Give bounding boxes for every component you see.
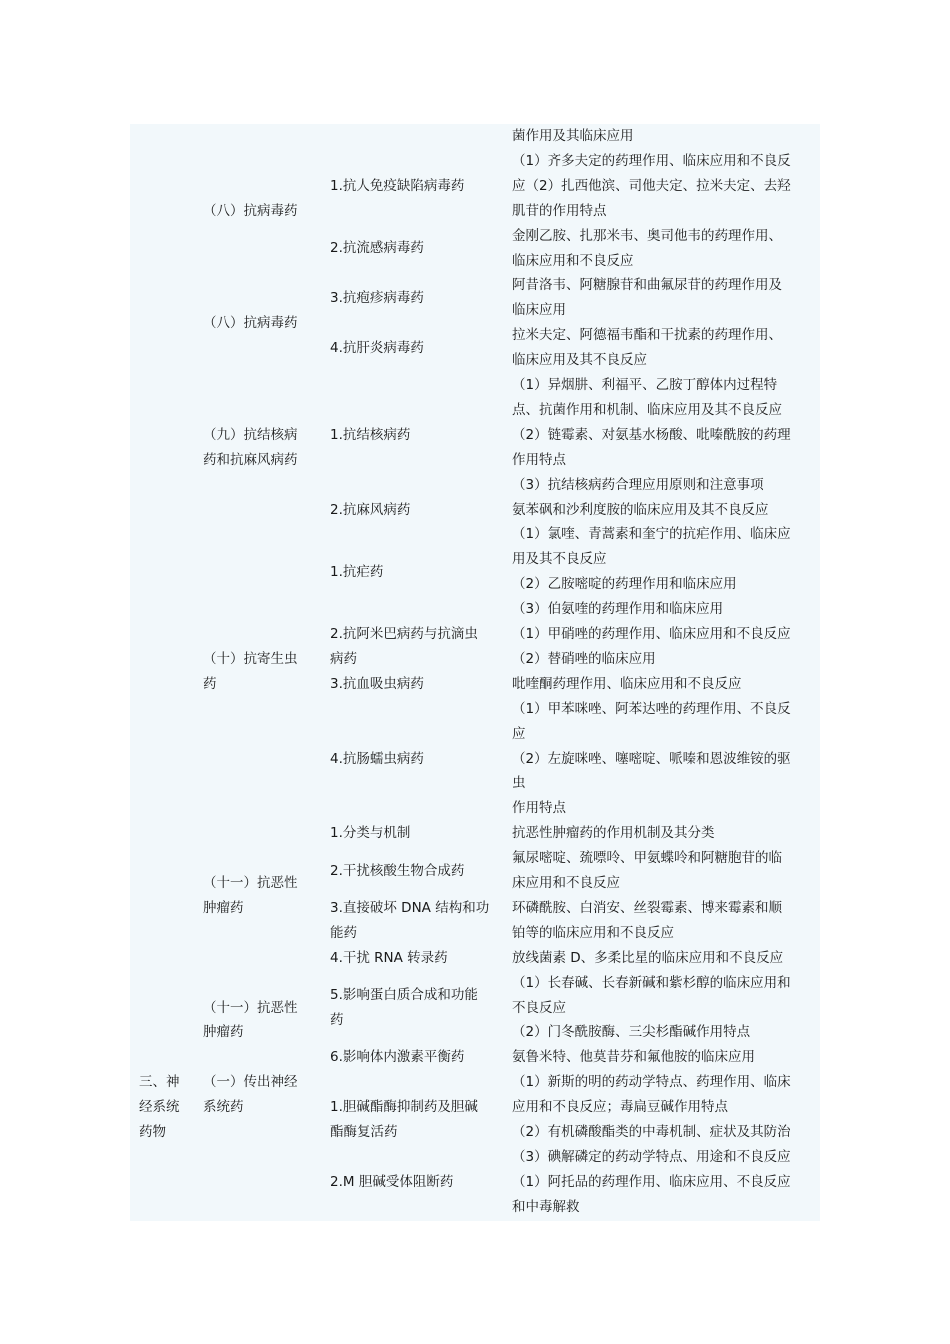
content-cell: （1）齐多夫定的药理作用、临床应用和不良反 <box>512 152 791 169</box>
content-cell: 氨鲁米特、他莫昔芬和氟他胺的临床应用 <box>512 1049 755 1066</box>
content-cell: （2）左旋咪唑、噻嘧啶、哌嗪和恩波维铵的驱 <box>512 750 791 767</box>
drug-class-cell: 能药 <box>330 924 357 941</box>
content-cell: 不良反应 <box>512 999 566 1016</box>
drug-class-cell: 病药 <box>330 650 357 667</box>
drug-class-cell: 2.抗阿米巴病药与抗滴虫 <box>330 626 478 642</box>
drug-class-cell: 4.抗肝炎病毒药 <box>330 339 424 356</box>
content-cell: 用及其不良反应 <box>512 551 607 568</box>
drug-class-cell: 1.抗疟药 <box>330 563 384 580</box>
content-cell: 虫 <box>512 775 526 792</box>
drug-class-cell: 1.抗人免疫缺陷病毒药 <box>330 177 465 194</box>
content-cell: （2）有机磷酸酯类的中毒机制、症状及其防治 <box>512 1124 791 1140</box>
drug-class-cell: 1.抗结核病药 <box>330 426 411 443</box>
content-cell: （1）氯喹、青蒿素和奎宁的抗疟作用、临床应 <box>512 526 791 543</box>
content-cell: 临床应用和不良反应 <box>512 252 634 269</box>
category-cell: 药和抗麻风病药 <box>203 451 298 468</box>
content-cell: （2）替硝唑的临床应用 <box>512 650 656 667</box>
content-cell: （1）异烟肼、利福平、乙胺丁醇体内过程特 <box>512 377 778 393</box>
content-cell: 点、抗菌作用和机制、临床应用及其不良反应 <box>512 401 782 418</box>
drug-class-cell: 4.干扰 RNA 转录药 <box>330 949 448 966</box>
section-cell: 三、神 <box>139 1074 180 1091</box>
content-cell: 氟尿嘧啶、巯嘌呤、甲氨蝶呤和阿糖胞苷的临 <box>512 850 782 867</box>
section-cell: 药物 <box>139 1124 166 1140</box>
content-cell: （1）甲苯咪唑、阿苯达唑的药理作用、不良反 <box>512 700 791 717</box>
section-cell: 经系统 <box>139 1099 180 1116</box>
content-cell: 应 <box>512 725 526 742</box>
drug-class-cell: 3.抗疱疹病毒药 <box>330 289 424 306</box>
drug-class-cell: 4.抗肠蠕虫病药 <box>330 750 424 767</box>
category-cell: （九）抗结核病 <box>203 426 298 443</box>
content-cell: 临床应用 <box>512 302 566 319</box>
content-cell: 拉米夫定、阿德福韦酯和干扰素的药理作用、 <box>512 327 782 344</box>
category-cell: 系统药 <box>203 1099 244 1116</box>
content-cell: 金刚乙胺、扎那米韦、奥司他韦的药理作用、 <box>512 227 782 244</box>
category-cell: （十）抗寄生虫 <box>203 650 298 667</box>
content-cell: 菌作用及其临床应用 <box>512 128 634 144</box>
category-cell: 药 <box>203 675 217 692</box>
content-cell: （1）阿托品的药理作用、临床应用、不良反应 <box>512 1173 791 1190</box>
drug-class-cell: 2.抗麻风病药 <box>330 501 411 518</box>
category-cell: （八）抗病毒药 <box>203 314 298 331</box>
content-cell: 抗恶性肿瘤药的作用机制及其分类 <box>512 825 715 842</box>
content-cell: 临床应用及其不良反应 <box>512 352 647 369</box>
content-cell: 和中毒解救 <box>512 1198 580 1215</box>
content-cell: （3）抗结核病药合理应用原则和注意事项 <box>512 476 764 493</box>
content-cell: 作用特点 <box>512 451 566 468</box>
content-cell: 应（2）扎西他滨、司他夫定、拉米夫定、去羟 <box>512 177 791 194</box>
drug-class-cell: 6.影响体内激素平衡药 <box>330 1049 465 1066</box>
content-cell: （3）伯氨喹的药理作用和临床应用 <box>512 601 724 618</box>
category-cell: 肿瘤药 <box>203 1024 244 1041</box>
content-cell: （1）新斯的明的药动学特点、药理作用、临床 <box>512 1074 791 1091</box>
category-cell: （一）传出神经 <box>203 1074 298 1091</box>
content-cell: （2）链霉素、对氨基水杨酸、吡嗪酰胺的药理 <box>512 426 791 443</box>
category-cell: （十一）抗恶性 <box>203 875 298 891</box>
content-cell: （2）门冬酰胺酶、三尖杉酯碱作用特点 <box>512 1024 751 1041</box>
content-cell: （2）乙胺嘧啶的药理作用和临床应用 <box>512 576 737 593</box>
content-cell: （3）碘解磷定的药动学特点、用途和不良反应 <box>512 1148 791 1165</box>
drug-class-cell: 3.抗血吸虫病药 <box>330 675 424 692</box>
category-cell: （八）抗病毒药 <box>203 202 298 219</box>
drug-class-cell: 1.分类与机制 <box>330 825 411 842</box>
content-cell: （1）甲硝唑的药理作用、临床应用和不良反应 <box>512 626 791 642</box>
drug-class-cell: 2.M 胆碱受体阻断药 <box>330 1173 454 1190</box>
drug-class-cell: 2.抗流感病毒药 <box>330 240 424 257</box>
category-cell: （十一）抗恶性 <box>203 999 298 1016</box>
drug-class-cell: 3.直接破坏 DNA 结构和功 <box>330 899 490 916</box>
content-cell: 应用和不良反应；毒扁豆碱作用特点 <box>512 1099 728 1116</box>
content-cell: 氨苯砜和沙利度胺的临床应用及其不良反应 <box>512 501 769 518</box>
content-cell: 阿昔洛韦、阿糖腺苷和曲氟尿苷的药理作用及 <box>512 277 782 294</box>
content-cell: 床应用和不良反应 <box>512 875 620 891</box>
content-cell: 环磷酰胺、白消安、丝裂霉素、博来霉素和顺 <box>512 899 782 916</box>
drug-class-cell: 药 <box>330 1011 344 1028</box>
content-cell: （1）长春碱、长春新碱和紫杉醇的临床应用和 <box>512 974 791 991</box>
content-cell: 铂等的临床应用和不良反应 <box>512 924 674 941</box>
content-cell: 作用特点 <box>512 800 566 817</box>
drug-class-cell: 5.影响蛋白质合成和功能 <box>330 987 478 1004</box>
content-cell: 肌苷的作用特点 <box>512 202 607 219</box>
category-cell: 肿瘤药 <box>203 899 244 916</box>
content-cell: 放线菌素 D、多柔比星的临床应用和不良反应 <box>512 949 784 966</box>
drug-class-cell: 1.胆碱酯酶抑制药及胆碱 <box>330 1099 478 1116</box>
drug-class-cell: 酯酶复活药 <box>330 1124 398 1140</box>
content-cell: 吡喹酮药理作用、临床应用和不良反应 <box>512 675 742 692</box>
drug-class-cell: 2.干扰核酸生物合成药 <box>330 862 465 879</box>
